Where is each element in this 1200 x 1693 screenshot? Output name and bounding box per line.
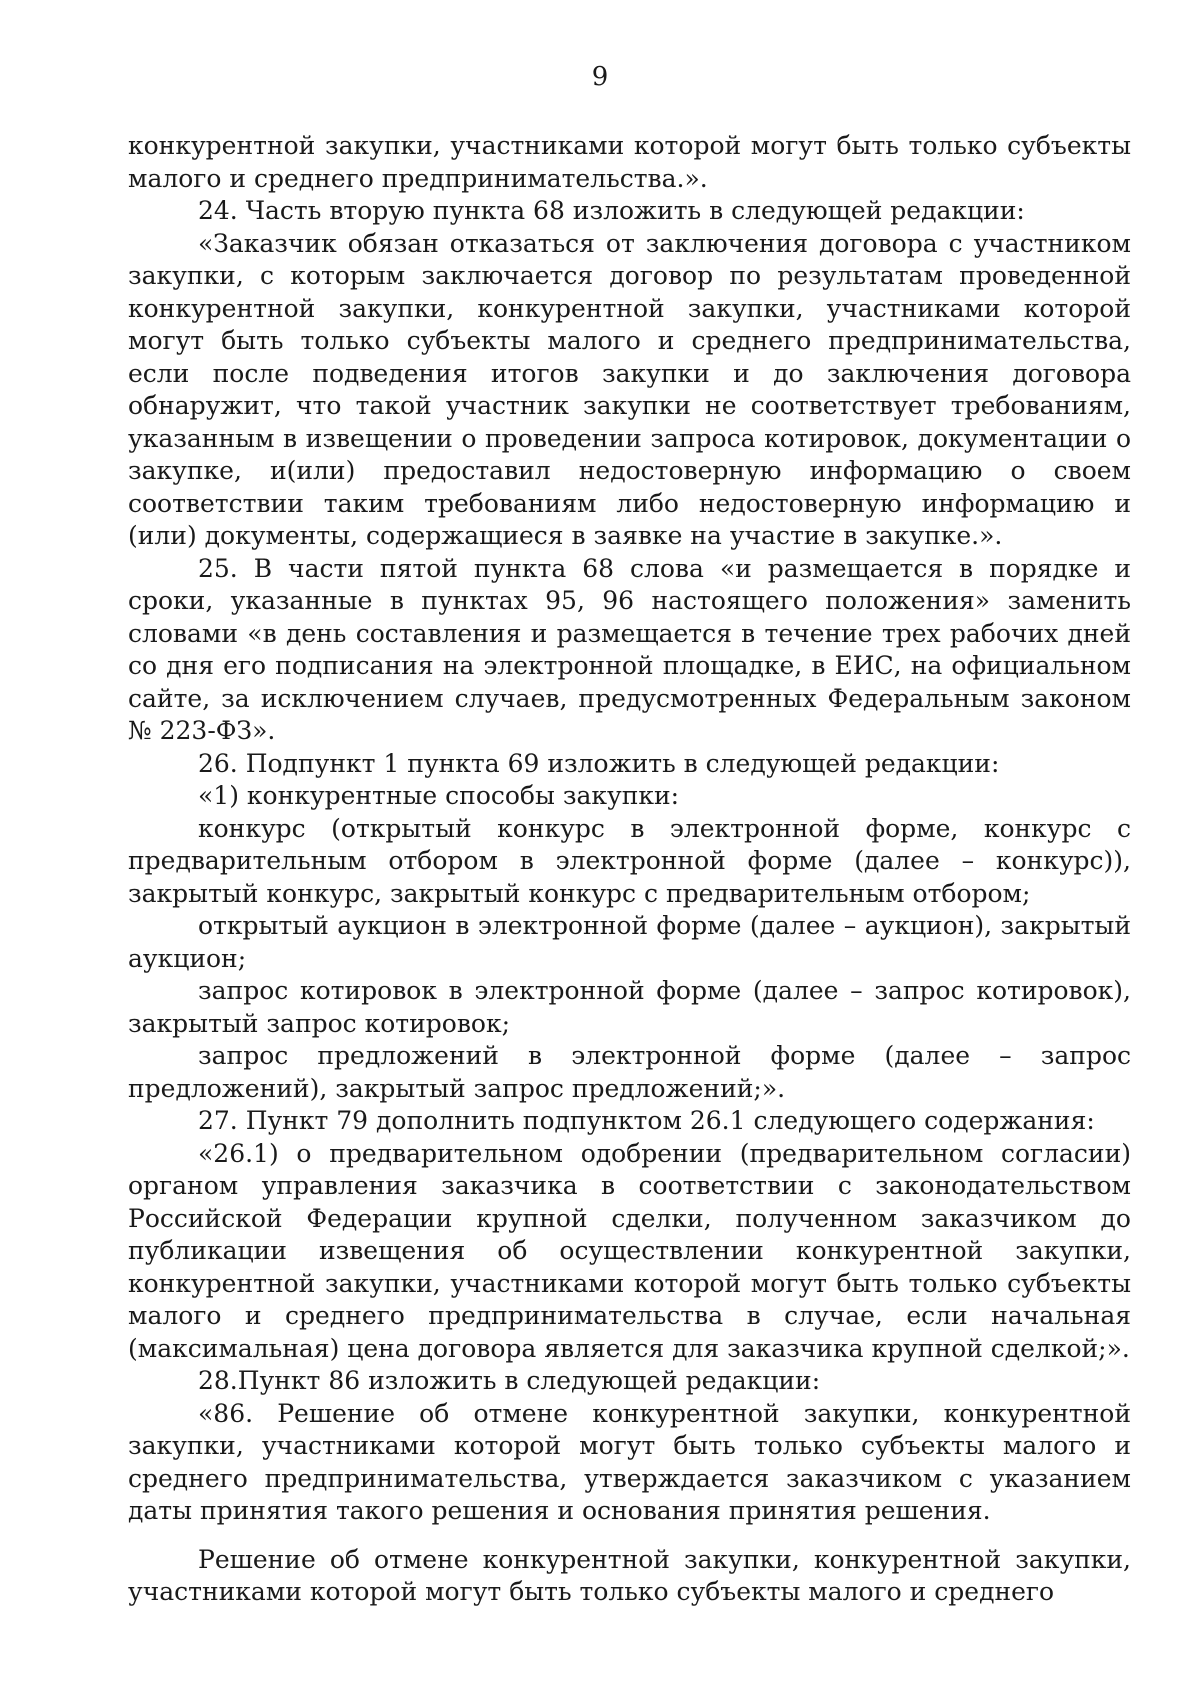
paragraph-decision-cancel: Решение об отмене конкурентной закупки, конкурентной закупки, участниками которой могут быть только субъекты малого и среднего: [128, 1544, 1131, 1606]
paragraph-item-28: 28.Пункт 86 изложить в следующей редакции:: [198, 1366, 821, 1395]
paragraph-continuation: конкурентной закупки, участниками которой могут быть только субъекты малого и среднего предпринимательства.».: [128, 131, 1131, 193]
paragraph-auction: открытый аукцион в электронной форме (далее – аукцион), закрытый аукцион;: [128, 911, 1131, 973]
paragraph-quote-69-1: «1) конкурентные способы закупки:: [198, 781, 680, 810]
paragraph-konkurs: конкурс (открытый конкурс в электронной форме, конкурс с предварительным отбором в электронной форме (далее – конкурс)), закрытый конкурс, закрытый конкурс с предварительным отбором;: [128, 813, 1131, 908]
paragraph-item-24: 24. Часть вторую пункта 68 изложить в следующей редакции:: [198, 196, 1025, 225]
paragraph-quote-68-part2: «Заказчик обязан отказаться от заключения договора с участником закупки, с которым заключается договор по результатам проведенной конкурентной закупки, конкурентной закупки, участниками которой могут быть только субъекты малого и среднего предпринимательства, если после подведения итогов закупки и до заключения договора обнаружит, что такой участник закупки не соответствует требованиям, указанным в извещении о проведении запроса котировок, документации о закупке, и(или) предоставил недостоверную информацию о своем соответствии таким требованиям либо недостоверную информацию и (или) документы, содержащиеся в заявке на участие в закупке.».: [128, 228, 1131, 550]
document-body: [128, 130, 1131, 1609]
paragraph-quotation-request: запрос котировок в электронной форме (далее – запрос котировок), закрытый запрос котировок;: [128, 976, 1131, 1038]
paragraph-quote-26-1: «26.1) о предварительном одобрении (предварительном согласии) органом управления заказчика в соответствии с законодательством Российской Федерации крупной сделки, полученном заказчиком до публикации извещения об осуществлении конкурентной закупки, конкурентной закупки, участниками которой могут быть только субъекты малого и среднего предпринимательства в случае, если начальная (максимальная) цена договора является для заказчика крупной сделкой;».: [128, 1138, 1131, 1363]
paragraph-item-25: 25. В части пятой пункта 68 слова «и размещается в порядке и сроки, указанные в пунктах 95, 96 настоящего положения» заменить словами «в день составления и размещается в течение трех рабочих дней со дня его подписания на электронной площадке, в ЕИС, на официальном сайте, за исключением случаев, предусмотренных Федеральным законом № 223-ФЗ».: [128, 553, 1131, 745]
paragraph-item-27: 27. Пункт 79 дополнить подпунктом 26.1 следующего содержания:: [198, 1106, 1095, 1135]
paragraph-quote-86: «86. Решение об отмене конкурентной закупки, конкурентной закупки, участниками которой могут быть только субъекты малого и среднего предпринимательства, утверждается заказчиком с указанием даты принятия такого решения и основания принятия решения.: [128, 1398, 1131, 1525]
paragraph-proposal-request: запрос предложений в электронной форме (далее – запрос предложений), закрытый запрос предложений;».: [128, 1041, 1131, 1103]
paragraph-item-26: 26. Подпункт 1 пункта 69 изложить в следующей редакции:: [198, 748, 1000, 778]
page-number: 9: [591, 62, 609, 92]
